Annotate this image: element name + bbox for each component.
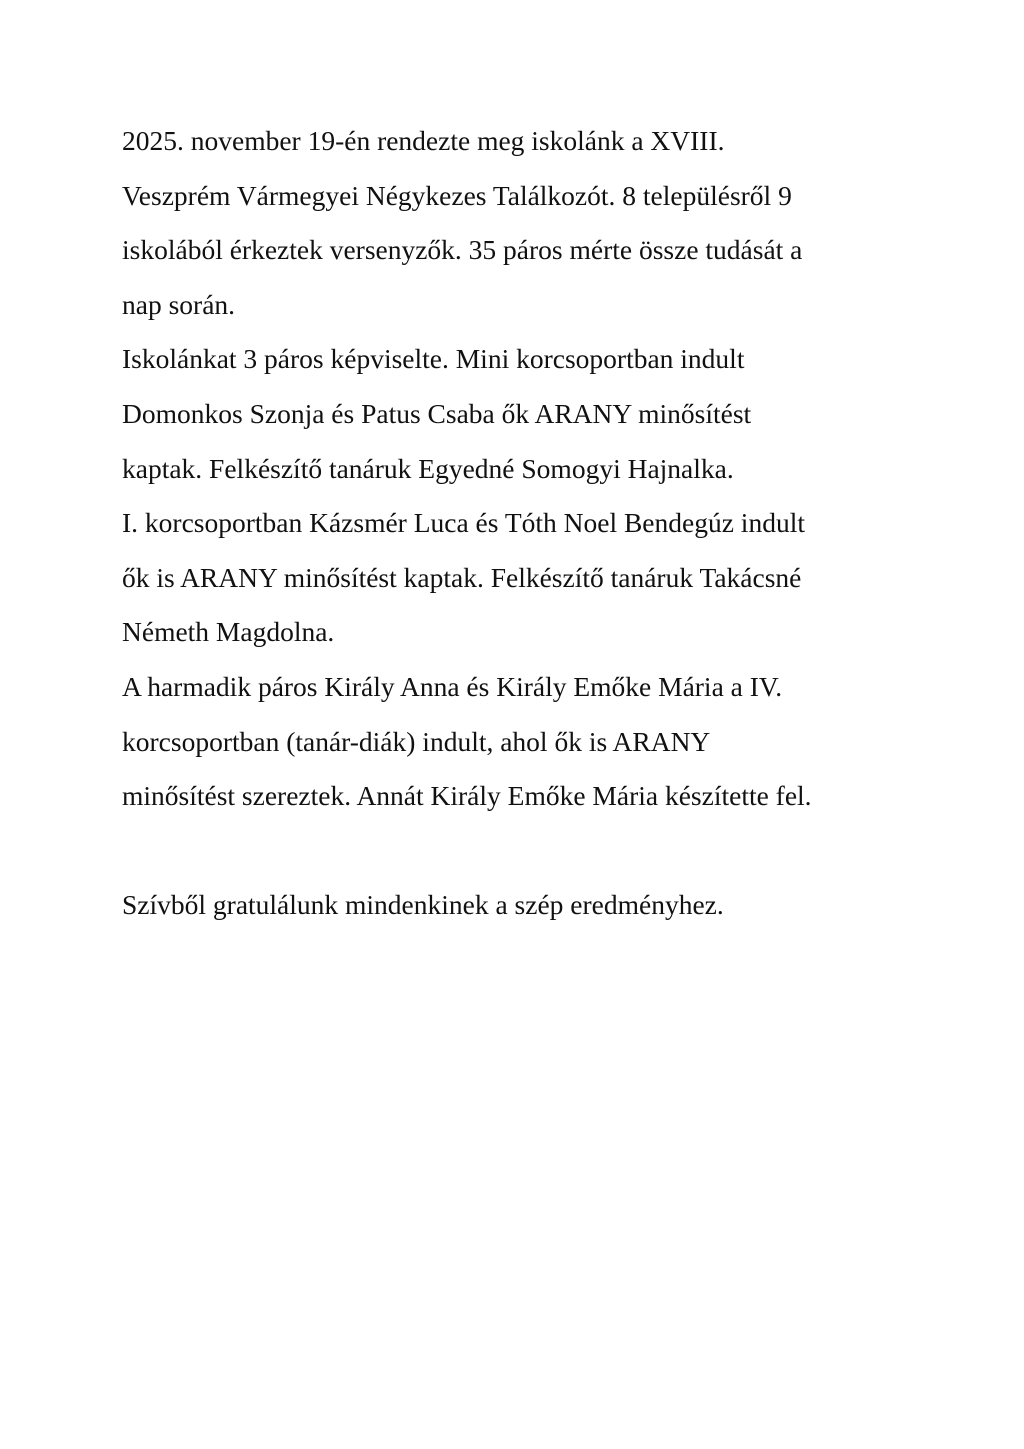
text-line: ők is ARANY minősítést kaptak. Felkészítő tanáruk Takácsné [122, 561, 802, 593]
text-line: Szívből gratulálunk mindenkinek a szép eredményhez. [122, 889, 724, 921]
paragraph-congratulations [122, 878, 922, 933]
text-line: nap során. [122, 288, 236, 320]
text-line: 2025. november 19-én rendezte meg iskolánk a XVIII. [122, 125, 725, 156]
paragraph-spacer [122, 824, 922, 879]
text-line: iskolából érkeztek versenyzők. 35 páros mérte össze tudását a [122, 234, 803, 266]
text-line: minősítést szereztek. Annát Király Emőke Mária készítette fel. [122, 780, 812, 812]
text-line: Németh Magdolna. [122, 616, 335, 648]
text-line: A harmadik páros Király Anna és Király Emőke Mária a IV. [122, 670, 783, 702]
paragraph-first-group [122, 496, 922, 660]
paragraph-mini-group [122, 332, 922, 496]
text-line: Domonkos Szonja és Patus Csaba ők ARANY minősítést [122, 397, 752, 429]
paragraph-third-pair [122, 660, 922, 824]
text-line: korcsoportban (tanár-diák) indult, ahol ők is ARANY [122, 725, 711, 757]
text-line: Veszprém Vármegyei Négykezes Találkozót. 8 településről 9 [122, 179, 792, 211]
text-line: kaptak. Felkészítő tanáruk Egyedné Somogyi Hajnalka. [122, 452, 734, 484]
text-line: I. korcsoportban Kázsmér Luca és Tóth Noel Bendegúz indult [122, 507, 805, 539]
document-body [122, 114, 922, 933]
text-line: Iskolánkat 3 páros képviselte. Mini korcsoportban indult [122, 343, 745, 375]
paragraph-competition-intro [122, 114, 922, 332]
